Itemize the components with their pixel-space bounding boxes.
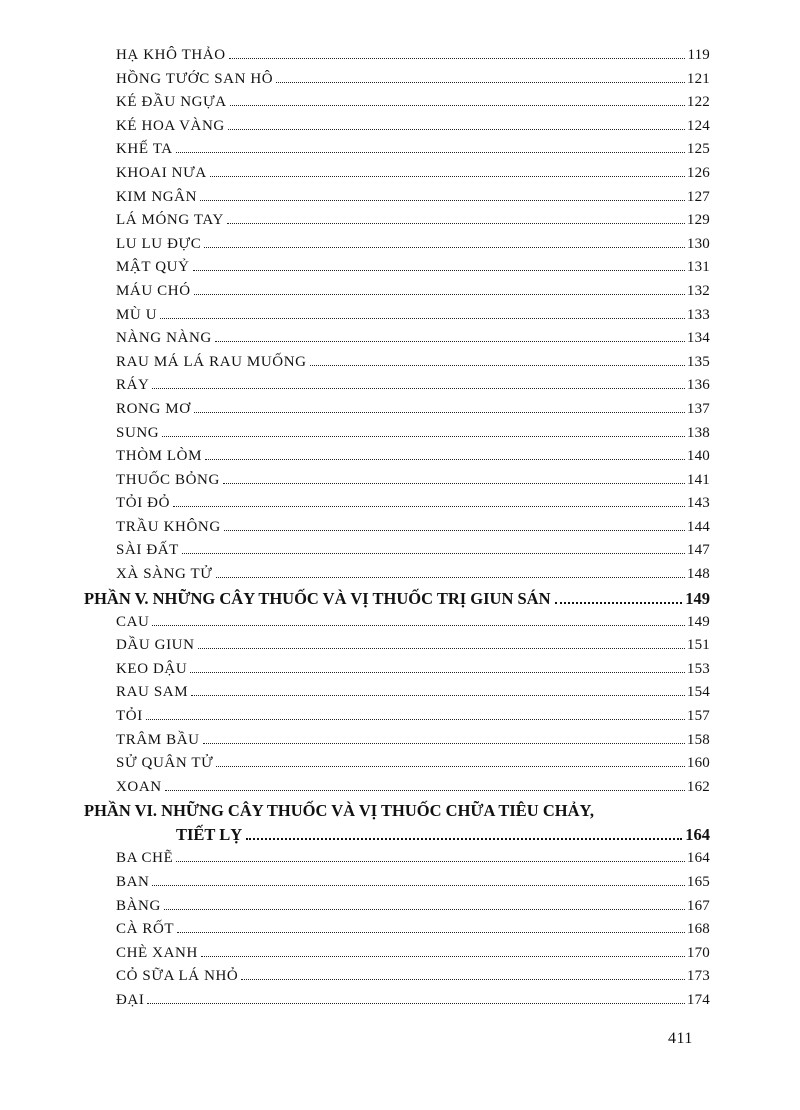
dot-leader	[152, 885, 684, 886]
toc-entry-title: HỒNG TƯỚC SAN HÔ	[116, 70, 274, 87]
toc-entry-page: 121	[686, 70, 710, 87]
dot-leader	[182, 553, 685, 554]
dot-leader	[198, 648, 685, 649]
dot-leader	[176, 861, 685, 862]
part-vi-heading: PHẦN VI. NHỮNG CÂY THUỐC VÀ VỊ THUỐC CHỮA TIÊU CHẢY,	[84, 801, 595, 821]
toc-entry-title: BÀNG	[116, 897, 161, 914]
page-number: 411	[668, 1030, 693, 1047]
toc-entry-title: XOAN	[116, 778, 162, 795]
toc-entry	[116, 752, 710, 776]
toc-entry-page: 135	[686, 353, 710, 370]
part-v-page: 149	[685, 588, 710, 608]
toc-entry	[116, 469, 710, 493]
dot-leader	[227, 223, 685, 224]
toc-entry-title: DẦU GIUN	[116, 637, 195, 654]
dot-leader	[228, 129, 685, 130]
toc-entry-page: 173	[686, 968, 710, 985]
toc-entry-page: 165	[686, 874, 710, 890]
toc-entry-title: SỬ QUÂN TỬ	[116, 755, 214, 772]
toc-entry	[116, 965, 710, 989]
toc-entry-title: RÁY	[116, 377, 150, 394]
toc-entry-page: 141	[686, 471, 710, 488]
toc-entry-title: LU LU ĐỰC	[116, 235, 202, 252]
toc-entry-page: 144	[686, 518, 710, 535]
toc-entry-page: 157	[686, 708, 710, 725]
toc-entry	[116, 681, 710, 705]
toc-entry-page: 162	[686, 778, 710, 795]
dot-leader	[194, 412, 685, 413]
toc-entry-title: TRÂM BẦU	[116, 731, 200, 748]
part-vi-heading-cont	[176, 823, 710, 847]
dot-leader	[224, 530, 685, 531]
toc-entry	[116, 422, 710, 446]
toc-entry-title: CAU	[116, 613, 150, 630]
toc-entry-title: THUỐC BỎNG	[116, 471, 220, 488]
toc-entry-title: KHẾ TA	[116, 141, 173, 158]
toc-entry-title: CÀ RỐT	[116, 921, 175, 938]
toc-entry-page: 153	[686, 660, 710, 677]
toc-entry-title: NÀNG NÀNG	[116, 330, 212, 347]
toc-entry-page: 164	[686, 850, 710, 867]
toc-entry	[116, 256, 710, 280]
toc-entry	[116, 351, 710, 375]
toc-entry-page: 126	[686, 164, 710, 181]
toc-entry-page: 140	[686, 448, 710, 465]
toc-entry	[116, 658, 710, 682]
toc-entry-title: MẬT QUỶ	[116, 259, 190, 276]
toc-entry-page: 167	[686, 897, 710, 914]
toc-entry	[116, 445, 710, 469]
dot-leader	[194, 294, 685, 295]
toc-entry	[116, 492, 710, 516]
dot-leader	[276, 82, 685, 83]
toc-entry-page: 131	[686, 259, 710, 276]
toc-entry	[116, 539, 710, 563]
toc-entry	[116, 705, 710, 729]
toc-entry-title: KIM NGÂN	[116, 188, 198, 205]
toc-entry	[116, 871, 710, 895]
toc-entry	[116, 776, 710, 800]
toc-entry-title: THÒM LÒM	[116, 448, 203, 465]
toc-entry	[116, 847, 710, 871]
toc-entry	[116, 895, 710, 919]
dot-leader	[193, 270, 685, 271]
toc-entry-title: MÙ U	[116, 306, 158, 323]
dot-leader	[201, 956, 685, 957]
dot-leader	[203, 743, 685, 744]
dot-leader	[190, 672, 685, 673]
toc-entry-title: RAU SAM	[116, 684, 189, 701]
dot-leader	[162, 436, 685, 437]
toc-entry-page: 143	[686, 495, 710, 512]
toc-entry	[116, 233, 710, 257]
toc-entry	[116, 634, 710, 658]
toc-entry-title: HẠ KHÔ THẢO	[116, 47, 226, 63]
dot-leader	[216, 577, 685, 578]
toc-entry-page: 147	[686, 542, 710, 559]
toc-entry-title: KEO DẬU	[116, 660, 188, 677]
dot-leader	[555, 602, 683, 604]
toc-entry-page: 168	[686, 921, 710, 938]
toc-entry-page: 129	[686, 212, 710, 229]
toc-entry-page: 160	[686, 755, 710, 772]
dot-leader	[241, 979, 685, 980]
toc-entry-page: 151	[686, 637, 710, 654]
toc-entry	[116, 304, 710, 328]
toc-entry-page: 154	[686, 684, 710, 701]
dot-leader	[173, 506, 685, 507]
toc-entry-page: 127	[686, 188, 710, 205]
dot-leader	[310, 365, 685, 366]
toc-entry-title: MÁU CHÓ	[116, 282, 191, 299]
dot-leader	[204, 247, 685, 248]
table-of-contents	[0, 44, 800, 1013]
toc-entry-page: 158	[686, 731, 710, 748]
toc-entry	[116, 729, 710, 753]
toc-entry	[116, 68, 710, 92]
dot-leader	[200, 200, 685, 201]
toc-entry-page: 170	[686, 944, 710, 961]
toc-entry-title: RAU MÁ LÁ RAU MUỐNG	[116, 353, 307, 370]
toc-entry-title: CHÈ XANH	[116, 944, 198, 961]
dot-leader	[230, 105, 685, 106]
toc-entry-title: SUNG	[116, 424, 160, 441]
toc-entry-title: BAN	[116, 874, 150, 890]
toc-entry-title: BA CHẼ	[116, 850, 174, 867]
toc-entry-page: 174	[686, 991, 710, 1008]
toc-entry-page: 137	[686, 400, 710, 417]
toc-entry-title: RONG MƠ	[116, 400, 191, 417]
dot-leader	[165, 790, 685, 791]
dot-leader	[176, 152, 685, 153]
toc-entry	[116, 942, 710, 966]
dot-leader	[177, 932, 685, 933]
toc-entry	[116, 115, 710, 139]
dot-leader	[216, 766, 685, 767]
toc-entry	[116, 209, 710, 233]
toc-entry	[116, 186, 710, 210]
toc-entry	[116, 989, 710, 1013]
toc-entry-title: TỎI ĐỎ	[116, 495, 171, 512]
part-vi-title-cont: TIẾT LỴ	[176, 825, 243, 845]
toc-entry-page: 138	[686, 424, 710, 441]
dot-leader	[164, 909, 685, 910]
dot-leader	[160, 318, 685, 319]
dot-leader	[246, 838, 682, 840]
entries-group-a	[0, 44, 800, 587]
toc-entry-page: 122	[686, 94, 710, 111]
toc-entry	[116, 138, 710, 162]
dot-leader	[146, 719, 685, 720]
toc-entry-page: 132	[686, 282, 710, 299]
toc-entry-page: 130	[686, 235, 710, 252]
toc-entry-page: 119	[687, 47, 710, 63]
part-v-title: PHẦN V. NHỮNG CÂY THUỐC VÀ VỊ THUỐC TRỊ GIUN SÁN	[84, 588, 551, 608]
toc-entry-page: 134	[686, 330, 710, 347]
part-v-heading	[84, 587, 710, 611]
dot-leader	[191, 695, 685, 696]
dot-leader	[215, 341, 685, 342]
toc-entry-title: ĐẠI	[116, 991, 145, 1008]
toc-entry	[116, 611, 710, 635]
dot-leader	[152, 625, 684, 626]
toc-entry-title: TRẦU KHÔNG	[116, 518, 221, 535]
toc-entry-title: SÀI ĐẤT	[116, 542, 179, 559]
dot-leader	[152, 388, 684, 389]
toc-entry-page: 125	[686, 141, 710, 158]
toc-entry	[116, 398, 710, 422]
toc-entry-title: CỎ SỮA LÁ NHỎ	[116, 968, 239, 985]
toc-entry	[116, 374, 710, 398]
toc-entry	[116, 44, 710, 68]
toc-entry-page: 133	[686, 306, 710, 323]
toc-entry	[116, 516, 710, 540]
toc-entry	[116, 162, 710, 186]
toc-entry-title: LÁ MÓNG TAY	[116, 212, 224, 229]
part-vi-page: 164	[685, 825, 710, 845]
toc-entry	[116, 280, 710, 304]
dot-leader	[210, 176, 685, 177]
toc-entry	[116, 91, 710, 115]
dot-leader	[147, 1003, 684, 1004]
dot-leader	[223, 483, 685, 484]
toc-entry	[116, 563, 710, 587]
toc-entry-page: 149	[686, 613, 710, 630]
toc-entry-page: 136	[686, 377, 710, 394]
dot-leader	[229, 58, 686, 59]
toc-entry	[116, 918, 710, 942]
toc-entry-title: KÉ ĐẦU NGỰA	[116, 94, 227, 111]
toc-entry-title: KHOAI NƯA	[116, 164, 207, 181]
entries-group-c	[0, 847, 800, 1012]
toc-entry	[116, 327, 710, 351]
toc-entry-title: KÉ HOA VÀNG	[116, 117, 225, 134]
entries-group-b	[0, 611, 800, 800]
toc-entry-title: TỎI	[116, 708, 143, 725]
dot-leader	[205, 459, 685, 460]
toc-entry-title: XÀ SÀNG TỬ	[116, 566, 213, 583]
toc-entry-page: 124	[686, 117, 710, 134]
toc-entry-page: 148	[686, 566, 710, 583]
